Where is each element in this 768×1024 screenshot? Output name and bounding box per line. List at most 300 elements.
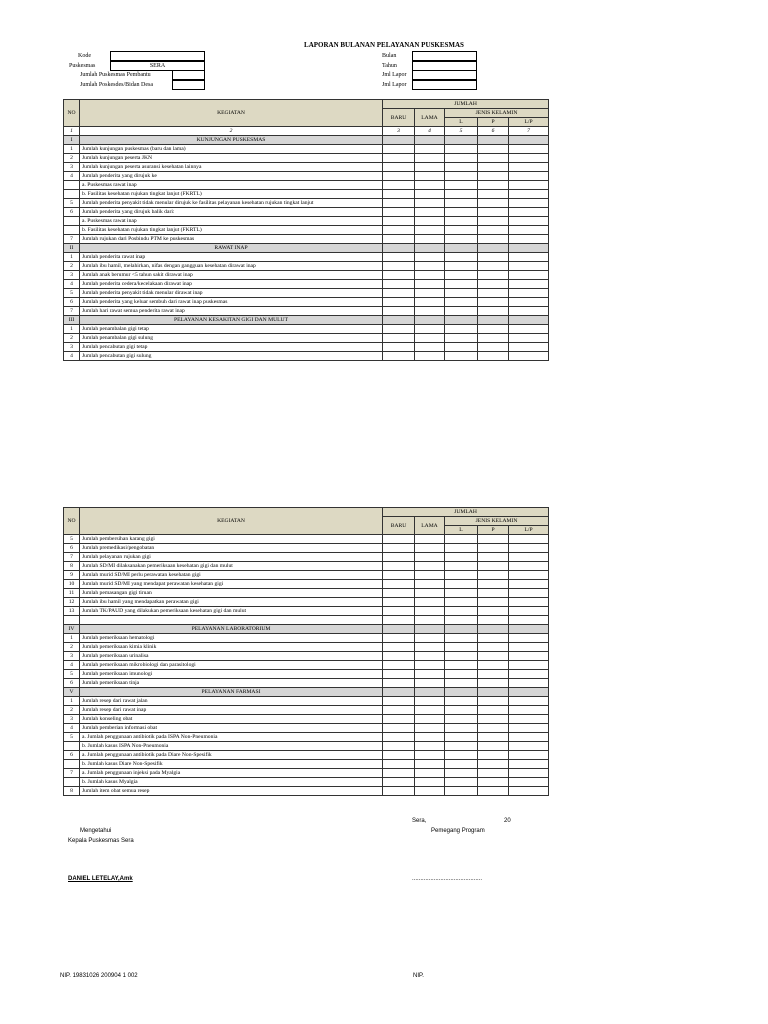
lama-cell[interactable] bbox=[415, 163, 445, 172]
puskesmas-field[interactable]: SERA bbox=[110, 61, 205, 71]
lp-cell[interactable] bbox=[509, 145, 549, 154]
baru-cell[interactable] bbox=[383, 778, 415, 787]
p-cell[interactable] bbox=[478, 706, 509, 715]
row-number: 3 bbox=[64, 652, 80, 661]
lama-cell[interactable] bbox=[415, 343, 445, 352]
lama-cell[interactable] bbox=[415, 190, 445, 199]
l-cell[interactable] bbox=[445, 352, 478, 361]
p-cell[interactable] bbox=[478, 280, 509, 289]
p-cell[interactable] bbox=[478, 715, 509, 724]
lp-cell[interactable] bbox=[509, 217, 549, 226]
lp-cell[interactable] bbox=[509, 760, 549, 769]
baru-cell[interactable] bbox=[383, 298, 415, 307]
baru-cell[interactable] bbox=[383, 562, 415, 571]
lama-cell[interactable] bbox=[415, 217, 445, 226]
nip-right: NIP. bbox=[413, 973, 424, 979]
l-cell[interactable] bbox=[445, 145, 478, 154]
p-cell[interactable] bbox=[478, 325, 509, 334]
p-cell[interactable] bbox=[478, 634, 509, 643]
p-cell[interactable] bbox=[478, 226, 509, 235]
lama-cell[interactable] bbox=[415, 787, 445, 796]
lp-cell bbox=[509, 244, 549, 253]
baru-cell[interactable] bbox=[383, 535, 415, 544]
jml-lapor-field-1[interactable] bbox=[412, 70, 477, 80]
l-cell[interactable] bbox=[445, 778, 478, 787]
baru-cell[interactable] bbox=[383, 787, 415, 796]
lama-cell[interactable] bbox=[415, 616, 445, 625]
lp-cell[interactable] bbox=[509, 733, 549, 742]
lama-cell[interactable] bbox=[415, 154, 445, 163]
p-cell[interactable] bbox=[478, 697, 509, 706]
baru-cell[interactable] bbox=[383, 172, 415, 181]
bulan-field[interactable] bbox=[412, 51, 477, 61]
l-cell[interactable] bbox=[445, 262, 478, 271]
l-cell[interactable] bbox=[445, 760, 478, 769]
p-cell bbox=[478, 688, 509, 697]
kegiatan-cell: Jumlah murid SD/MI perlu perawatan kesehatan gigi bbox=[80, 571, 383, 580]
lama-cell[interactable] bbox=[415, 697, 445, 706]
l-cell[interactable] bbox=[445, 751, 478, 760]
lp-cell[interactable] bbox=[509, 298, 549, 307]
row-number: 2 bbox=[64, 706, 80, 715]
lama-cell[interactable] bbox=[415, 733, 445, 742]
lp-cell[interactable] bbox=[509, 724, 549, 733]
lp-cell[interactable] bbox=[509, 580, 549, 589]
p-cell[interactable] bbox=[478, 208, 509, 217]
lp-cell[interactable] bbox=[509, 262, 549, 271]
row-number: 3 bbox=[64, 163, 80, 172]
p-cell[interactable] bbox=[478, 553, 509, 562]
baru-cell[interactable] bbox=[383, 253, 415, 262]
lp-cell[interactable] bbox=[509, 334, 549, 343]
lama-cell[interactable] bbox=[415, 652, 445, 661]
p-cell[interactable] bbox=[478, 607, 509, 616]
lama-cell[interactable] bbox=[415, 580, 445, 589]
baru-cell[interactable] bbox=[383, 616, 415, 625]
table-row bbox=[64, 199, 549, 208]
jml-lapor-field-2[interactable] bbox=[412, 80, 477, 90]
column-number: 4 bbox=[415, 127, 445, 136]
lp-cell[interactable] bbox=[509, 742, 549, 751]
l-cell[interactable] bbox=[445, 280, 478, 289]
signer-name-right: .......................................... bbox=[412, 876, 483, 882]
baru-cell[interactable] bbox=[383, 733, 415, 742]
baru-cell[interactable] bbox=[383, 334, 415, 343]
l-cell[interactable] bbox=[445, 535, 478, 544]
l-cell[interactable] bbox=[445, 334, 478, 343]
lp-cell[interactable] bbox=[509, 769, 549, 778]
l-cell[interactable] bbox=[445, 652, 478, 661]
lp-cell[interactable] bbox=[509, 778, 549, 787]
lp-cell[interactable] bbox=[509, 352, 549, 361]
l-cell[interactable] bbox=[445, 787, 478, 796]
l-cell[interactable] bbox=[445, 571, 478, 580]
baru-cell[interactable] bbox=[383, 163, 415, 172]
l-cell[interactable] bbox=[445, 172, 478, 181]
lama-cell[interactable] bbox=[415, 769, 445, 778]
lama-cell[interactable] bbox=[415, 271, 445, 280]
l-cell[interactable] bbox=[445, 616, 478, 625]
baru-cell[interactable] bbox=[383, 652, 415, 661]
lp-cell[interactable] bbox=[509, 163, 549, 172]
baru-cell[interactable] bbox=[383, 217, 415, 226]
kegiatan-cell: b. Fasilitas kesehatan rujukan tingkat lanjut (FKRTL) bbox=[80, 190, 383, 199]
p-cell[interactable] bbox=[478, 334, 509, 343]
baru-cell[interactable] bbox=[383, 154, 415, 163]
lp-cell[interactable] bbox=[509, 181, 549, 190]
baru-cell[interactable] bbox=[383, 280, 415, 289]
lama-cell[interactable] bbox=[415, 724, 445, 733]
lp-cell[interactable] bbox=[509, 325, 549, 334]
p-cell[interactable] bbox=[478, 343, 509, 352]
section-row bbox=[64, 688, 549, 697]
lp-cell[interactable] bbox=[509, 271, 549, 280]
header-jenis-kelamin: JENIS KELAMIN bbox=[445, 109, 549, 118]
baru-cell[interactable] bbox=[383, 706, 415, 715]
l-cell[interactable] bbox=[445, 343, 478, 352]
lama-cell[interactable] bbox=[415, 181, 445, 190]
lama-cell[interactable] bbox=[415, 706, 445, 715]
lama-cell[interactable] bbox=[415, 643, 445, 652]
baru-cell[interactable] bbox=[383, 697, 415, 706]
baru-cell[interactable] bbox=[383, 307, 415, 316]
column-number: 5 bbox=[445, 127, 478, 136]
baru-cell[interactable] bbox=[383, 262, 415, 271]
baru-cell[interactable] bbox=[383, 769, 415, 778]
lama-cell[interactable] bbox=[415, 562, 445, 571]
p-cell[interactable] bbox=[478, 217, 509, 226]
p-cell[interactable] bbox=[478, 145, 509, 154]
p-cell[interactable] bbox=[478, 262, 509, 271]
header-kegiatan: KEGIATAN bbox=[80, 100, 383, 127]
lama-cell[interactable] bbox=[415, 307, 445, 316]
table-row bbox=[64, 289, 549, 298]
baru-cell[interactable] bbox=[383, 571, 415, 580]
lama-cell[interactable] bbox=[415, 598, 445, 607]
lama-cell[interactable] bbox=[415, 742, 445, 751]
lama-cell[interactable] bbox=[415, 571, 445, 580]
table-row bbox=[64, 679, 549, 688]
lp-cell[interactable] bbox=[509, 190, 549, 199]
l-cell[interactable] bbox=[445, 217, 478, 226]
p-cell[interactable] bbox=[478, 352, 509, 361]
p-cell[interactable] bbox=[478, 544, 509, 553]
l-cell[interactable] bbox=[445, 163, 478, 172]
kode-field[interactable] bbox=[110, 51, 205, 61]
baru-cell[interactable] bbox=[383, 208, 415, 217]
l-cell[interactable] bbox=[445, 580, 478, 589]
lp-cell bbox=[509, 688, 549, 697]
baru-cell[interactable] bbox=[383, 742, 415, 751]
l-cell[interactable] bbox=[445, 670, 478, 679]
lama-cell[interactable] bbox=[415, 544, 445, 553]
l-cell[interactable] bbox=[445, 289, 478, 298]
row-number: 11 bbox=[64, 589, 80, 598]
baru-cell[interactable] bbox=[383, 589, 415, 598]
l-cell[interactable] bbox=[445, 715, 478, 724]
lama-cell[interactable] bbox=[415, 751, 445, 760]
lp-cell[interactable] bbox=[509, 589, 549, 598]
lama-cell[interactable] bbox=[415, 280, 445, 289]
p-cell[interactable] bbox=[478, 589, 509, 598]
kegiatan-cell: Jumlah hari rawat semua penderita rawat inap bbox=[80, 307, 383, 316]
p-cell[interactable] bbox=[478, 751, 509, 760]
table-row bbox=[64, 535, 549, 544]
lama-cell[interactable] bbox=[415, 760, 445, 769]
section-title: RAWAT INAP bbox=[80, 244, 383, 253]
l-cell[interactable] bbox=[445, 742, 478, 751]
l-cell[interactable] bbox=[445, 226, 478, 235]
p-cell[interactable] bbox=[478, 154, 509, 163]
row-number: 6 bbox=[64, 751, 80, 760]
l-cell[interactable] bbox=[445, 661, 478, 670]
column-number: 3 bbox=[383, 127, 415, 136]
l-cell[interactable] bbox=[445, 697, 478, 706]
baru-cell[interactable] bbox=[383, 751, 415, 760]
kegiatan-cell: Jumlah pemeriksaan mikrobiologi dan parasitologi bbox=[80, 661, 383, 670]
lama-cell[interactable] bbox=[415, 778, 445, 787]
lp-cell[interactable] bbox=[509, 706, 549, 715]
baru-cell[interactable] bbox=[383, 670, 415, 679]
lama-cell[interactable] bbox=[415, 634, 445, 643]
baru-cell[interactable] bbox=[383, 343, 415, 352]
l-cell[interactable] bbox=[445, 589, 478, 598]
lp-cell[interactable] bbox=[509, 607, 549, 616]
lp-cell[interactable] bbox=[509, 172, 549, 181]
lp-cell[interactable] bbox=[509, 571, 549, 580]
l-cell[interactable] bbox=[445, 253, 478, 262]
p-cell[interactable] bbox=[478, 580, 509, 589]
baru-cell[interactable] bbox=[383, 325, 415, 334]
row-number bbox=[64, 217, 80, 226]
lp-cell[interactable] bbox=[509, 289, 549, 298]
l-cell[interactable] bbox=[445, 307, 478, 316]
kegiatan-cell: a. Puskesmas rawat inap bbox=[80, 181, 383, 190]
p-cell[interactable] bbox=[478, 253, 509, 262]
header-p: P bbox=[478, 526, 509, 535]
l-cell[interactable] bbox=[445, 208, 478, 217]
lama-cell[interactable] bbox=[415, 352, 445, 361]
l-cell[interactable] bbox=[445, 733, 478, 742]
p-cell[interactable] bbox=[478, 769, 509, 778]
p-cell[interactable] bbox=[478, 760, 509, 769]
p-cell[interactable] bbox=[478, 271, 509, 280]
l-cell[interactable] bbox=[445, 154, 478, 163]
baru-cell[interactable] bbox=[383, 760, 415, 769]
lama-cell[interactable] bbox=[415, 553, 445, 562]
l-cell[interactable] bbox=[445, 598, 478, 607]
l-cell[interactable] bbox=[445, 562, 478, 571]
lama-cell[interactable] bbox=[415, 235, 445, 244]
lp-cell[interactable] bbox=[509, 562, 549, 571]
p-cell[interactable] bbox=[478, 163, 509, 172]
p-cell[interactable] bbox=[478, 199, 509, 208]
baru-cell[interactable] bbox=[383, 715, 415, 724]
table-row bbox=[64, 325, 549, 334]
baru-cell[interactable] bbox=[383, 679, 415, 688]
row-number: 4 bbox=[64, 280, 80, 289]
p-cell[interactable] bbox=[478, 724, 509, 733]
l-cell[interactable] bbox=[445, 769, 478, 778]
lama-cell[interactable] bbox=[415, 670, 445, 679]
table-row bbox=[64, 769, 549, 778]
baru-cell[interactable] bbox=[383, 226, 415, 235]
l-cell[interactable] bbox=[445, 199, 478, 208]
p-cell[interactable] bbox=[478, 562, 509, 571]
baru-cell[interactable] bbox=[383, 181, 415, 190]
l-cell[interactable] bbox=[445, 706, 478, 715]
lp-cell[interactable] bbox=[509, 154, 549, 163]
baru-cell[interactable] bbox=[383, 145, 415, 154]
l-cell[interactable] bbox=[445, 298, 478, 307]
lama-cell[interactable] bbox=[415, 253, 445, 262]
lama-cell[interactable] bbox=[415, 226, 445, 235]
p-cell[interactable] bbox=[478, 733, 509, 742]
lama-cell[interactable] bbox=[415, 289, 445, 298]
l-cell[interactable] bbox=[445, 643, 478, 652]
baru-cell[interactable] bbox=[383, 352, 415, 361]
lama-cell[interactable] bbox=[415, 661, 445, 670]
lama-cell[interactable] bbox=[415, 298, 445, 307]
lp-cell[interactable] bbox=[509, 679, 549, 688]
lp-cell[interactable] bbox=[509, 535, 549, 544]
lp-cell[interactable] bbox=[509, 226, 549, 235]
lp-cell[interactable] bbox=[509, 787, 549, 796]
lama-cell[interactable] bbox=[415, 325, 445, 334]
baru-cell[interactable] bbox=[383, 643, 415, 652]
table-row bbox=[64, 208, 549, 217]
row-number: 8 bbox=[64, 562, 80, 571]
baru-cell[interactable] bbox=[383, 553, 415, 562]
table-row bbox=[64, 643, 549, 652]
lama-cell[interactable] bbox=[415, 535, 445, 544]
table-row bbox=[64, 343, 549, 352]
lp-cell[interactable] bbox=[509, 697, 549, 706]
table-row bbox=[64, 307, 549, 316]
baru-cell[interactable] bbox=[383, 724, 415, 733]
baru-cell[interactable] bbox=[383, 289, 415, 298]
baru-cell[interactable] bbox=[383, 235, 415, 244]
pembantu-field[interactable] bbox=[172, 70, 205, 80]
lp-cell[interactable] bbox=[509, 307, 549, 316]
l-cell[interactable] bbox=[445, 190, 478, 199]
p-cell[interactable] bbox=[478, 307, 509, 316]
lama-cell[interactable] bbox=[415, 715, 445, 724]
p-cell[interactable] bbox=[478, 598, 509, 607]
lp-cell[interactable] bbox=[509, 715, 549, 724]
p-cell[interactable] bbox=[478, 616, 509, 625]
baru-cell[interactable] bbox=[383, 634, 415, 643]
row-number: 4 bbox=[64, 172, 80, 181]
l-cell[interactable] bbox=[445, 325, 478, 334]
pemegang-program-label: Pemegang Program bbox=[431, 828, 485, 834]
p-cell[interactable] bbox=[478, 181, 509, 190]
lama-cell[interactable] bbox=[415, 262, 445, 271]
baru-cell[interactable] bbox=[383, 661, 415, 670]
header-jenis-kelamin: JENIS KELAMIN bbox=[445, 517, 549, 526]
p-cell[interactable] bbox=[478, 742, 509, 751]
lama-cell[interactable] bbox=[415, 208, 445, 217]
table-row bbox=[64, 172, 549, 181]
row-number: 1 bbox=[64, 697, 80, 706]
baru-cell[interactable] bbox=[383, 190, 415, 199]
p-cell[interactable] bbox=[478, 172, 509, 181]
l-cell[interactable] bbox=[445, 235, 478, 244]
l-cell[interactable] bbox=[445, 271, 478, 280]
baru-cell[interactable] bbox=[383, 544, 415, 553]
lp-cell[interactable] bbox=[509, 208, 549, 217]
lama-cell[interactable] bbox=[415, 607, 445, 616]
lp-cell[interactable] bbox=[509, 253, 549, 262]
lp-cell[interactable] bbox=[509, 652, 549, 661]
l-cell[interactable] bbox=[445, 553, 478, 562]
p-cell[interactable] bbox=[478, 652, 509, 661]
p-cell[interactable] bbox=[478, 289, 509, 298]
l-cell[interactable] bbox=[445, 181, 478, 190]
l-cell[interactable] bbox=[445, 607, 478, 616]
place-label: Sera, bbox=[412, 818, 427, 824]
p-cell[interactable] bbox=[478, 643, 509, 652]
lp-cell[interactable] bbox=[509, 553, 549, 562]
p-cell[interactable] bbox=[478, 661, 509, 670]
lama-cell[interactable] bbox=[415, 589, 445, 598]
lp-cell[interactable] bbox=[509, 661, 549, 670]
lama-cell[interactable] bbox=[415, 679, 445, 688]
p-cell[interactable] bbox=[478, 535, 509, 544]
lama-cell[interactable] bbox=[415, 334, 445, 343]
baru-cell[interactable] bbox=[383, 271, 415, 280]
lp-cell[interactable] bbox=[509, 343, 549, 352]
row-number: III bbox=[64, 316, 80, 325]
l-cell[interactable] bbox=[445, 724, 478, 733]
lp-cell[interactable] bbox=[509, 598, 549, 607]
l-cell[interactable] bbox=[445, 679, 478, 688]
l-cell[interactable] bbox=[445, 634, 478, 643]
p-cell[interactable] bbox=[478, 298, 509, 307]
kegiatan-cell: Jumlah ibu hamil yang mendapatkan perawatan gigi bbox=[80, 598, 383, 607]
lp-cell[interactable] bbox=[509, 670, 549, 679]
p-cell[interactable] bbox=[478, 670, 509, 679]
lp-cell[interactable] bbox=[509, 643, 549, 652]
baru-cell[interactable] bbox=[383, 199, 415, 208]
lp-cell[interactable] bbox=[509, 280, 549, 289]
p-cell[interactable] bbox=[478, 679, 509, 688]
kegiatan-cell: Jumlah penderita yang keluar sembuh dari rawat inap puskesmas bbox=[80, 298, 383, 307]
lp-cell[interactable] bbox=[509, 616, 549, 625]
row-number: 3 bbox=[64, 343, 80, 352]
p-cell[interactable] bbox=[478, 235, 509, 244]
kegiatan-cell: Jumlah penderita yang dirujuk ke bbox=[80, 172, 383, 181]
p-cell[interactable] bbox=[478, 778, 509, 787]
lp-cell[interactable] bbox=[509, 199, 549, 208]
p-cell[interactable] bbox=[478, 787, 509, 796]
lama-cell[interactable] bbox=[415, 145, 445, 154]
lp-cell[interactable] bbox=[509, 634, 549, 643]
baru-cell[interactable] bbox=[383, 598, 415, 607]
lama-cell[interactable] bbox=[415, 199, 445, 208]
lama-cell[interactable] bbox=[415, 172, 445, 181]
poskesdes-field[interactable] bbox=[172, 80, 205, 90]
lp-cell[interactable] bbox=[509, 751, 549, 760]
lp-cell[interactable] bbox=[509, 544, 549, 553]
p-cell[interactable] bbox=[478, 190, 509, 199]
kegiatan-cell: Jumlah pelayanan rujukan gigi bbox=[80, 553, 383, 562]
baru-cell[interactable] bbox=[383, 580, 415, 589]
baru-cell[interactable] bbox=[383, 607, 415, 616]
lp-cell[interactable] bbox=[509, 235, 549, 244]
p-cell[interactable] bbox=[478, 571, 509, 580]
l-cell[interactable] bbox=[445, 544, 478, 553]
